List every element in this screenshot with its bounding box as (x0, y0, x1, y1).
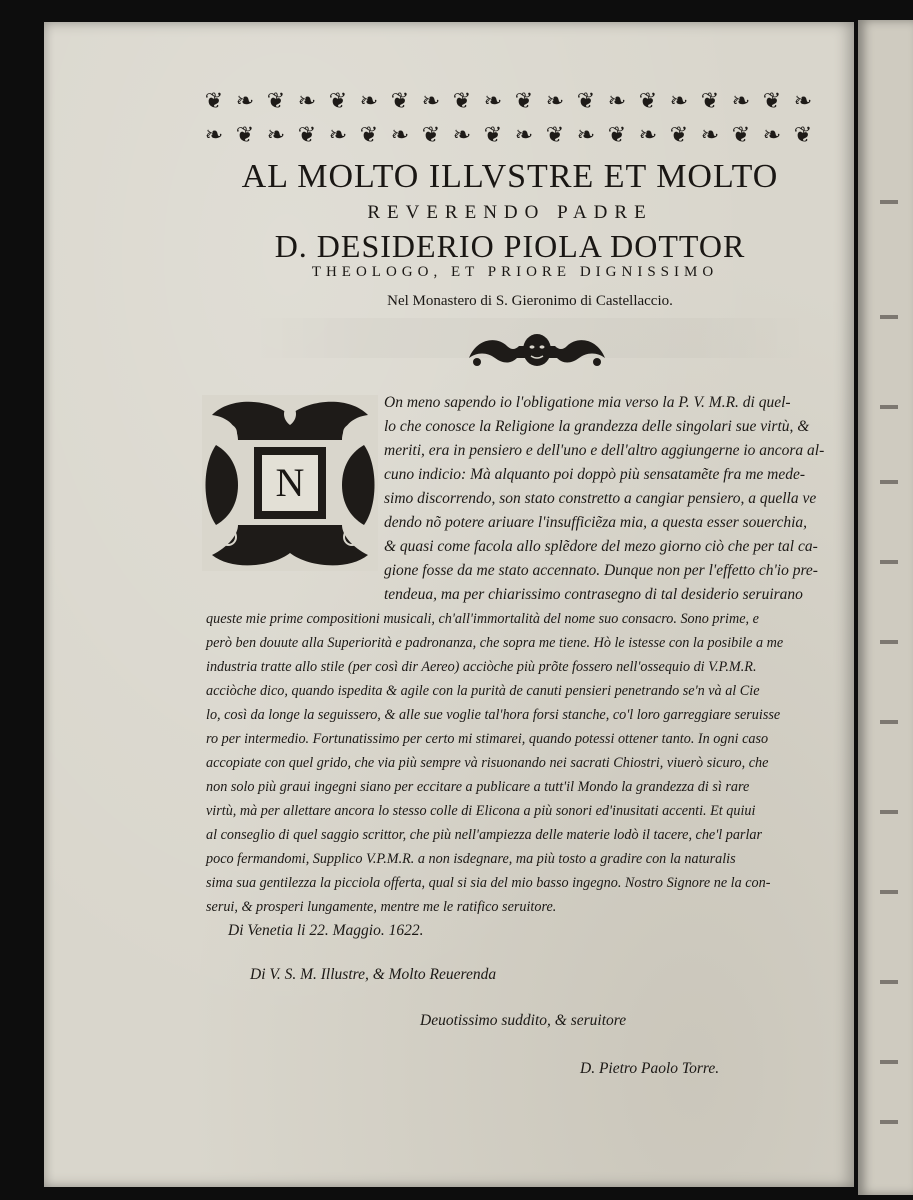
body-line: & quasi come facola allo splẽdore del mezo giorno ciò che per tal ca- (384, 538, 818, 555)
body-line: ro per intermedio. Fortunatissimo per certo mi stimarei, quando potessi ottener tanto. In ogni caso (206, 731, 769, 747)
body-line: serui, & prosperi lungamente, mentre me le ratifico seruitore. (206, 899, 557, 915)
body-line: però ben douute alla Superiorità e padronanza, che sopra me tiene. Hò le istesse con la posibile a me (206, 635, 784, 651)
body-line: lo, così da longe la seguissero, & alle sue voglie tal'hora forsi stanche, co'l loro garreggiare seruisse (206, 707, 781, 723)
body-line: gione fosse da me stato accennato. Dunque non per l'effetto ch'io pre- (384, 562, 818, 579)
salutation-line: Di V. S. M. Illustre, & Molto Reuerenda (250, 966, 497, 983)
dedication-title-line2: REVERENDO PADRE (367, 202, 653, 223)
body-line: industria tratte allo stile (per così dir Aereo) acciòche più prõte fossero nell'ossequio di V.P.M.R. (206, 659, 757, 675)
dedication-title-line4: THEOLOGO, ET PRIORE DIGNISSIMO (311, 264, 719, 280)
body-line: meriti, era in pensiero e dell'uno e dell'altro aggiungerne io ancora al- (384, 442, 825, 459)
dedication-title-line3: D. DESIDERIO PIOLA DOTTOR (274, 228, 746, 264)
mask-fleuron-icon (467, 328, 607, 372)
body-line: sima sua gentilezza la picciola offerta, qual si sia del mio basso ingegno. Nostro Signore ne la con- (206, 875, 771, 891)
ornament-border-top: ❦ ❧ ❦ ❧ ❦ ❧ ❦ ❧ ❦ ❧ ❦ ❧ ❦ ❧ ❦ ❧ ❦ ❧ ❦ ❧ (204, 90, 812, 114)
body-line: lo che conosce la Religione la grandezza delle singolari sue virtù, & (384, 418, 810, 435)
body-line: acciòche dico, quando ispedita & agile con la purità de canuti pensieri penetrando se'n và al Cie (206, 683, 760, 699)
body-line: queste mie prime compositioni musicali, ch'all'immortalità del nome suo consacro. Sono prime, e (206, 611, 759, 627)
servant-line: Deuotissimo suddito, & seruitore (420, 1012, 627, 1029)
body-line: poco fermandomi, Supplico V.P.M.R. a non isdegnare, ma più tosto a gradire con la naturalis (206, 851, 736, 867)
body-line: tendeua, ma per chiarissimo contrasegno di tal desiderio seruirano (384, 586, 803, 603)
body-line: On meno sapendo io l'obligatione mia verso la P. V. M.R. di quel- (384, 394, 791, 411)
body-line: virtù, mà per allettare ancora lo stesso colle di Elicona a più sonori ed'inusitati accenti. Et quiui (206, 803, 756, 819)
body-line: non solo più graui ingegni siano per eccitare a publicare a tutt'il Mondo la grandezza di sì rare (206, 779, 750, 795)
body-line: cuno indicio: Mà alquanto poi doppò più sensatamẽte fra me mede- (384, 466, 806, 483)
body-line: simo discorrendo, son stato constretto a cangiar pensiero, a quella ve (384, 490, 817, 507)
body-line: accopiate con quel grido, che via più sempre và risuonando nei sacrati Chiostri, viuerò sicuro, che (206, 755, 769, 771)
date-line: Di Venetia li 22. Maggio. 1622. (228, 922, 424, 939)
initial-letter: N (275, 460, 305, 505)
dedication-title-line1: AL MOLTO ILLVSTRE ET MOLTO (241, 158, 779, 195)
adjacent-page-edge (858, 20, 913, 1195)
dedication-title-line5: Nel Monastero di S. Gieronimo di Castellaccio. (387, 293, 673, 309)
signature-line: D. Pietro Paolo Torre. (580, 1060, 720, 1077)
body-line: al conseglio di quel saggio scrittor, che più nell'ampiezza delle materie lodò il tacere, che'l parlar (206, 827, 763, 843)
ornament-border-bottom: ❧ ❦ ❧ ❦ ❧ ❦ ❧ ❦ ❧ ❦ ❧ ❦ ❧ ❦ ❧ ❦ ❧ ❦ ❧ ❦ (204, 124, 812, 148)
body-line: dendo nõ potere ariuare l'insufficiẽza mia, a questa esser souerchia, (384, 514, 808, 531)
